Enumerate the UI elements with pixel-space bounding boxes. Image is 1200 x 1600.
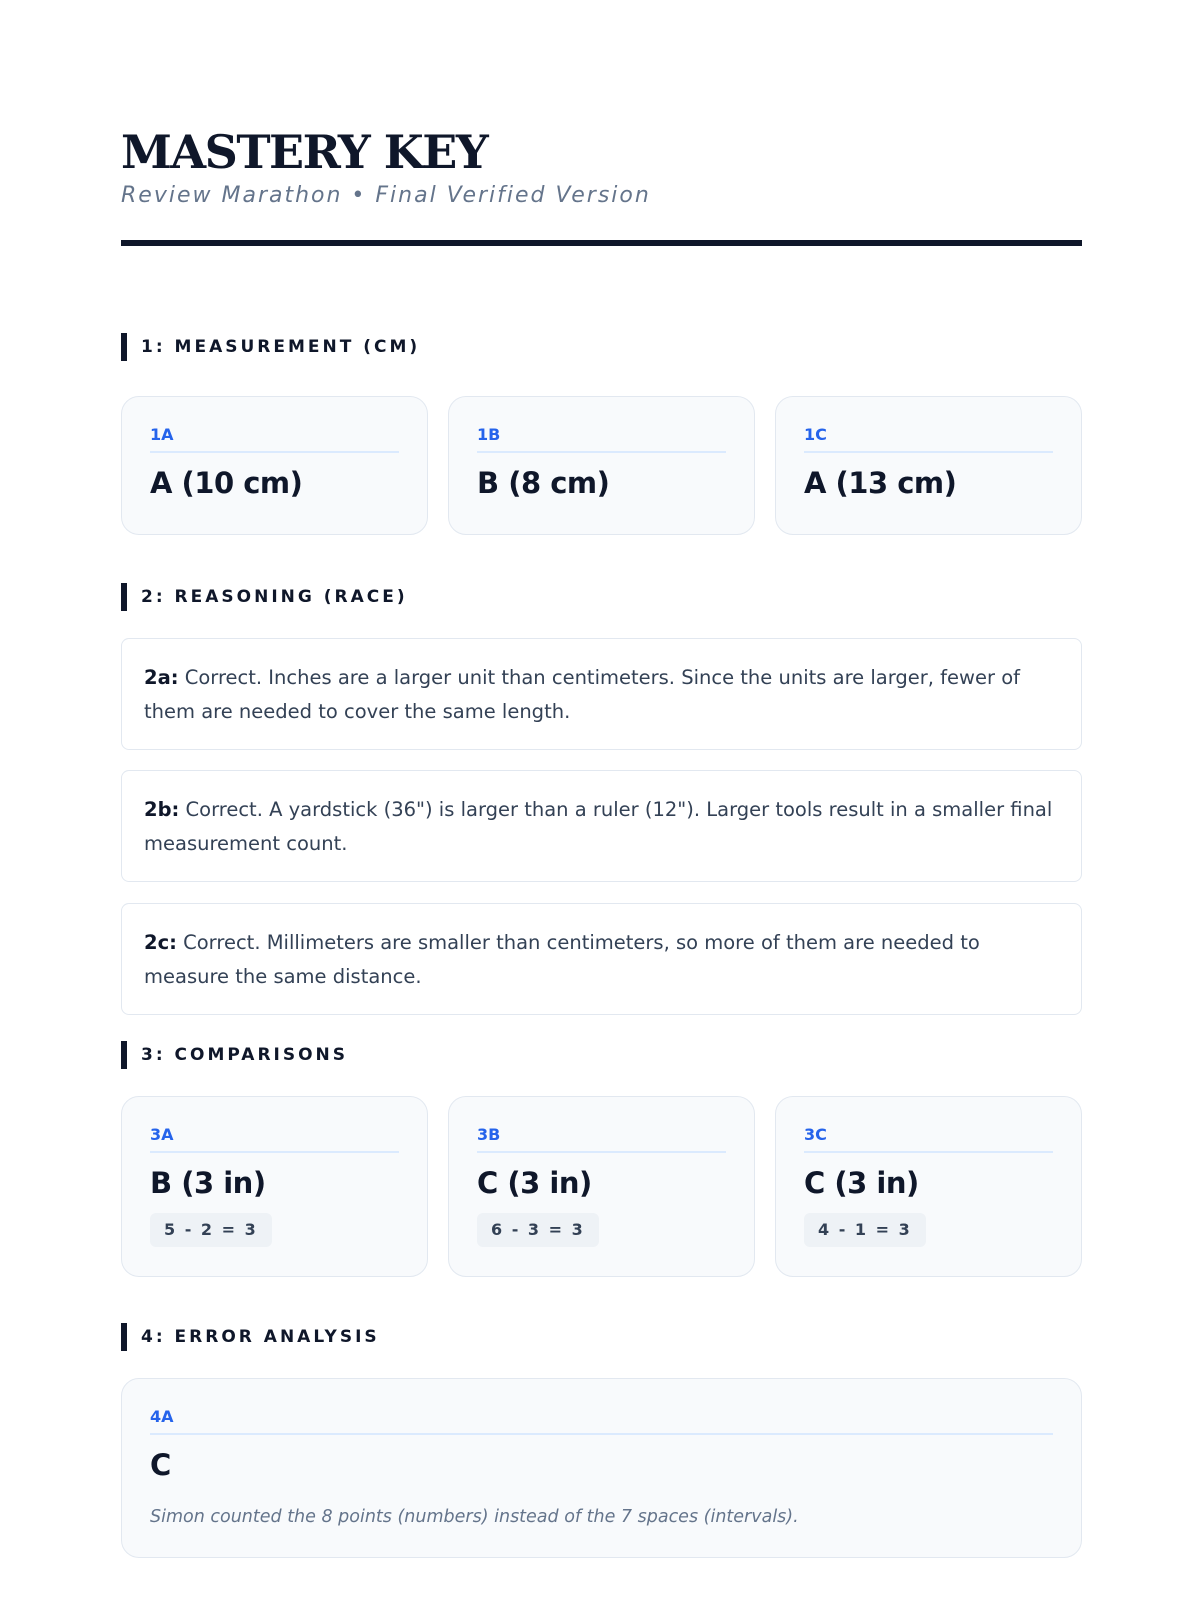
answer-value: C xyxy=(150,1448,171,1482)
reasoning-key: 2c: xyxy=(144,931,177,954)
page-header xyxy=(121,124,1082,210)
work-chip: 4 - 1 = 3 xyxy=(804,1213,926,1247)
answer-value: A (10 cm) xyxy=(150,466,303,500)
reasoning-text: Correct. Millimeters are smaller than centimeters, so more of them are needed to measure the same distance. xyxy=(144,931,980,988)
reasoning-text: Correct. A yardstick (36") is larger than a ruler (12"). Larger tools result in a smaller final measurement count. xyxy=(144,798,1053,855)
header-rule xyxy=(121,240,1082,246)
reasoning-item-2a xyxy=(121,638,1082,750)
answer-card-3c xyxy=(775,1096,1082,1277)
answer-value: B (8 cm) xyxy=(477,466,610,500)
answer-card-1b xyxy=(448,396,755,535)
section-label: 3: COMPARISONS xyxy=(141,1045,349,1065)
section-marker xyxy=(121,1323,127,1351)
answer-card-1c xyxy=(775,396,1082,535)
reasoning-key: 2b: xyxy=(144,798,180,821)
section-marker xyxy=(121,1041,127,1069)
section-label: 2: REASONING (RACE) xyxy=(141,587,408,607)
reasoning-item-2c xyxy=(121,903,1082,1015)
work-chip: 6 - 3 = 3 xyxy=(477,1213,599,1247)
reasoning-key: 2a: xyxy=(144,666,179,689)
answer-card-3a xyxy=(121,1096,428,1277)
question-id: 3C xyxy=(804,1125,1053,1153)
answer-card-1a xyxy=(121,396,428,535)
section-marker xyxy=(121,333,127,361)
question-id: 3B xyxy=(477,1125,726,1153)
page-title: MASTERY KEY xyxy=(121,125,488,179)
question-id: 1B xyxy=(477,425,726,453)
answer-value: B (3 in) xyxy=(150,1166,266,1200)
answer-value: C (3 in) xyxy=(477,1166,592,1200)
section-marker xyxy=(121,583,127,611)
section-1-heading xyxy=(121,333,420,361)
section-3-cards xyxy=(121,1096,1082,1277)
section-2-heading xyxy=(121,583,408,611)
question-id: 1A xyxy=(150,425,399,453)
question-id: 1C xyxy=(804,425,1053,453)
section-label: 4: ERROR ANALYSIS xyxy=(141,1327,380,1347)
answer-card-4a xyxy=(121,1378,1082,1558)
section-1-cards xyxy=(121,396,1082,535)
question-id: 4A xyxy=(150,1407,1053,1435)
question-id: 3A xyxy=(150,1125,399,1153)
answer-card-3b xyxy=(448,1096,755,1277)
section-3-heading xyxy=(121,1041,348,1069)
work-chip: 5 - 2 = 3 xyxy=(150,1213,272,1247)
reasoning-text: Correct. Inches are a larger unit than centimeters. Since the units are larger, fewer of them are needed to cover the same length. xyxy=(144,666,1020,723)
section-4-heading xyxy=(121,1323,380,1351)
section-label: 1: MEASUREMENT (CM) xyxy=(141,337,421,357)
answer-value: A (13 cm) xyxy=(804,466,957,500)
answer-value: C (3 in) xyxy=(804,1166,919,1200)
page-subtitle: Review Marathon • Final Verified Version xyxy=(121,183,651,208)
reasoning-item-2b xyxy=(121,770,1082,882)
error-explanation: Simon counted the 8 points (numbers) instead of the 7 spaces (intervals). xyxy=(150,1507,799,1527)
